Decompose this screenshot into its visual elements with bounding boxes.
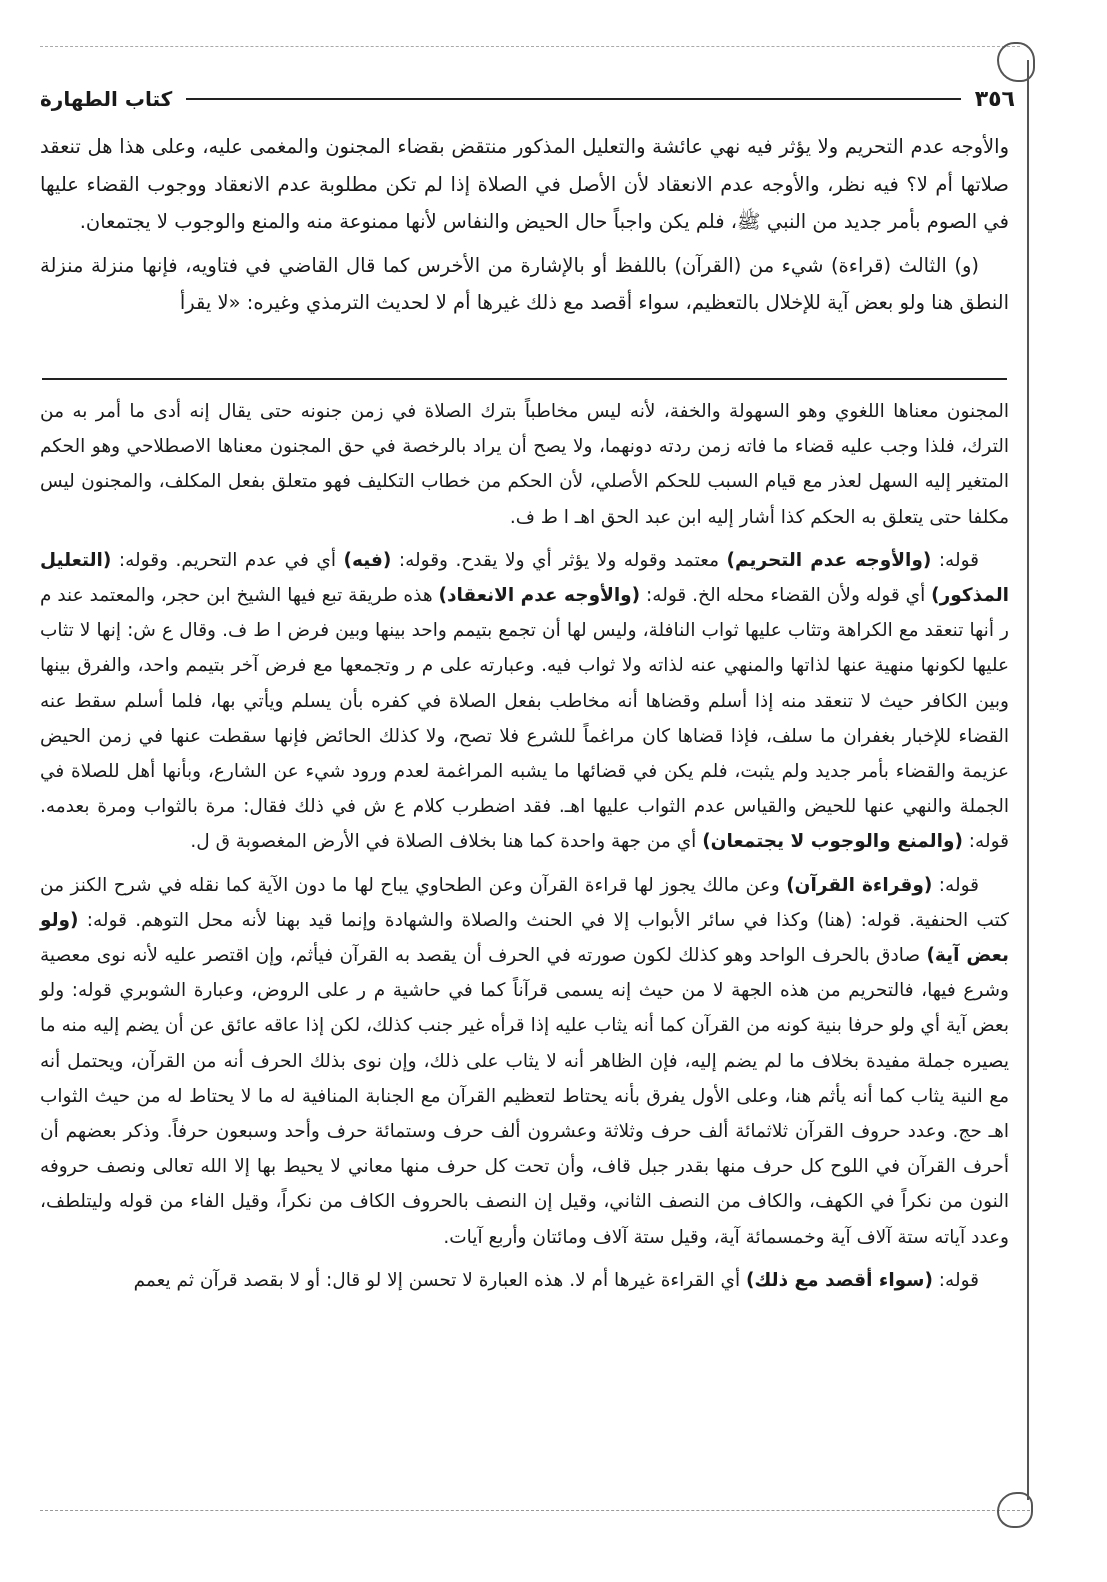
commentary-lemma: (ولو بعض آية) (40, 909, 1009, 967)
scroll-ornament-top-icon (997, 42, 1035, 82)
commentary-text: وعن مالك يجوز لها قراءة القرآن وعن الطحاوي يباح لها ما دون الآية كما نقله في شرح الكنز من كتب الحنفية. قوله: (هنا) وكذا في سائر الأبواب إلا في الحنث والصلاة والشهادة وإنما قيد بهنا لأنه محل التوهم. قوله: (40, 874, 1009, 931)
commentary-lemma: (والأوجه عدم الانعقاد) (438, 585, 641, 607)
commentary-text: أي في عدم التحريم. وقوله: (111, 549, 344, 571)
commentary-paragraph-1: المجنون معناها اللغوي وهو السهولة والخفة، لأنه ليس مخاطباً بترك الصلاة في زمن جنونه حتى يقال إنه أدى ما أمر به من الترك، فلذا وجب عليه قضاء ما فاته زمن ردته دونهما، ولا يصح أن يراد بالرخصة في حق المجنون معناها الاصطلاحي وهو الحكم المتغير إليه السهل لعذر مع قيام السبب للحكم الأصلي، لأن الحكم من خطاب التكليف فهو متعلق بفعل المكلف، والمجنون ليس مكلفا حتى يتعلق به الحكم كذا أشار إليه ابن عبد الحق اهـ ا ط ف. (40, 401, 1009, 528)
commentary-lemma: (والمنع والوجوب لا يجتمعان) (702, 831, 963, 853)
commentary-paragraph-4 (40, 1263, 1009, 1298)
commentary-lemma: (وقراءة القرآن) (786, 874, 933, 896)
commentary-lemma: (سواء أقصد مع ذلك) (745, 1269, 933, 1291)
commentary-lemma: (والأوجه عدم التحريم) (726, 549, 932, 571)
commentary-text: صادق بالحرف الواحد وهو كذلك لكون صورته في الحرف أن يقصد به القرآن فيأثم، وإن اقتصر عليه لأنه نوى معصية وشرع فيها، فالتحريم من هذه الجهة لا من حيث إنه يسمى قرآناً كما في حاشية م ر على الروض، وعبارة الشوبري قوله: ولو بعض آية أي ولو حرفا بنية كونه من القرآن كما أنه يثاب عليه إذا قرأه غير جنب كذلك، لكن إذا عاقه عائق عن أن يضم إليه منه ما يصيره جملة مفيدة بخلاف ما لم يضم إليه، فإن الظاهر أنه لا يثاب على ذلك، وإن نوى بذلك الحرف أنه من القرآن، ويحتمل أنه مع النية يثاب كما أنه يأثم هنا، وعلى الأول يفرق بأنه يحتاط لتعظيم القرآن مع الجنابة المنافية له ما لا يحتاط له من حيث الثواب اهـ حج. وعدد حروف القرآن ثلاثمائة ألف حرف وثلاثة وعشرون ألف حرف وستمائة حرف وأحد وسبعون حرفاً. وذكر بعضهم أن أحرف القرآن في اللوح كل حرف منها بقدر جبل قاف، وأن تحت كل حرف منها معاني لا يحيط بها إلا الله تعالى ونصف حروفه النون من نكراً في الكهف، والكاف من النصف الثاني، وقيل إن النصف بالحروف الكاف من نكراً، وقيل الفاء من قوله وليتلطف، وعدد آياته ستة آلاف آية وخمسمائة آية، وقيل ستة آلاف ومائتان وأربع آيات. (40, 945, 1009, 1248)
commentary-text: قوله: (932, 874, 980, 896)
page-header (40, 82, 1015, 116)
main-paragraph-1: والأوجه عدم التحريم ولا يؤثر فيه نهي عائشة والتعليل المذكور منتقض بقضاء المجنون والمغمى عليه، وعلى هذا هل تنعقد صلاتها أم لا؟ فيه نظر، والأوجه عدم الانعقاد لأن الأصل في الصلاة إذا لم تكن مطلوبة عدم الانعقاد ووجوب القضاء عليها في الصوم بأمر جديد من النبي ﷺ، فلم يكن واجباً حال الحيض والنفاس لأنها ممنوعة منه والمنع والوجوب لا يجتمعان. (40, 135, 1009, 233)
header-rule (186, 98, 960, 100)
commentary-text: أي القراءة غيرها أم لا. هذه العبارة لا تحسن إلا لو قال: أو لا بقصد قرآن ثم يعمم (133, 1269, 746, 1291)
page-frame-right (1027, 60, 1029, 1500)
commentary-lemma: (التعليل المذكور) (40, 549, 1010, 607)
commentary-text: معتمد وقوله ولا يؤثر أي ولا يقدح. وقوله: (391, 549, 727, 571)
scroll-ornament-bottom-icon (997, 1492, 1033, 1528)
main-paragraph-2: (و) الثالث (قراءة) شيء من (القرآن) باللفظ أو بالإشارة من الأخرس كما قال القاضي في فتاويه، فإنها منزلة منزلة النطق هنا ولو بعض آية للإخلال بالتعظيم، سواء أقصد مع ذلك غيرها أم لا لحديث الترمذي وغيره: «لا يقرأ (40, 253, 1009, 314)
commentary-paragraph-3 (40, 868, 1009, 1255)
page-number: ٣٥٦ (974, 86, 1015, 112)
page-frame-bottom (40, 1510, 1030, 1511)
page-frame-top (40, 46, 1020, 47)
main-text (40, 128, 1009, 328)
commentary-lemma: (فيه) (343, 549, 392, 571)
footnote-separator (42, 378, 1007, 380)
commentary-text: أي قوله ولأن القضاء محله الخ. قوله: (640, 585, 932, 607)
commentary-text: هذه طريقة تبع فيها الشيخ ابن حجر، والمعتمد عند م ر أنها تنعقد مع الكراهة وتثاب عليها ثواب النافلة، وليس لها أن تجمع بتيمم واحد بينها وبين فرض ا ط ف. وقال ع ش: إنها لا تثاب عليها لكونها منهية عنها لذاتها والمنهي عنه لذاته ولا ثواب فيه. وعبارته على م ر وتجمعها مع فرض آخر بتيمم واحد، والفرق بينها وبين الكافر حيث لا تنعقد منه إذا أسلم وقضاها أنه مخاطب بفعل الصلاة في كفره بأن يسلم ويأتي بها، فلما أسلم سقط عنه القضاء للإخبار بغفران ما سلف، فإذا قضاها كان مراغماً للشرع فلا تصح، ولا كذلك الحائض فإنها سقطت عنها في زمن الحيض عزيمة والقضاء بأمر جديد ولم يثبت، فلم يكن في قضائها ما يشبه المراغمة لعدم ورود شيء عن الشارع، وبأنها أهل للصلاة في الجملة والنهي عنها للحيض والقياس عدم الثواب عليها اهـ. فقد اضطرب كلام ع ش في ذلك فقال: مرة بالثواب ومرة بعدمه. قوله: (40, 585, 1009, 853)
commentary-text: أي من جهة واحدة كما هنا بخلاف الصلاة في الأرض المغصوبة ق ل. (190, 831, 703, 853)
commentary-paragraph-2 (40, 543, 1009, 860)
running-title: كتاب الطهارة (40, 87, 173, 111)
commentary (40, 394, 1009, 1306)
commentary-text: قوله: (932, 1269, 979, 1291)
commentary-text: قوله: (931, 549, 980, 571)
